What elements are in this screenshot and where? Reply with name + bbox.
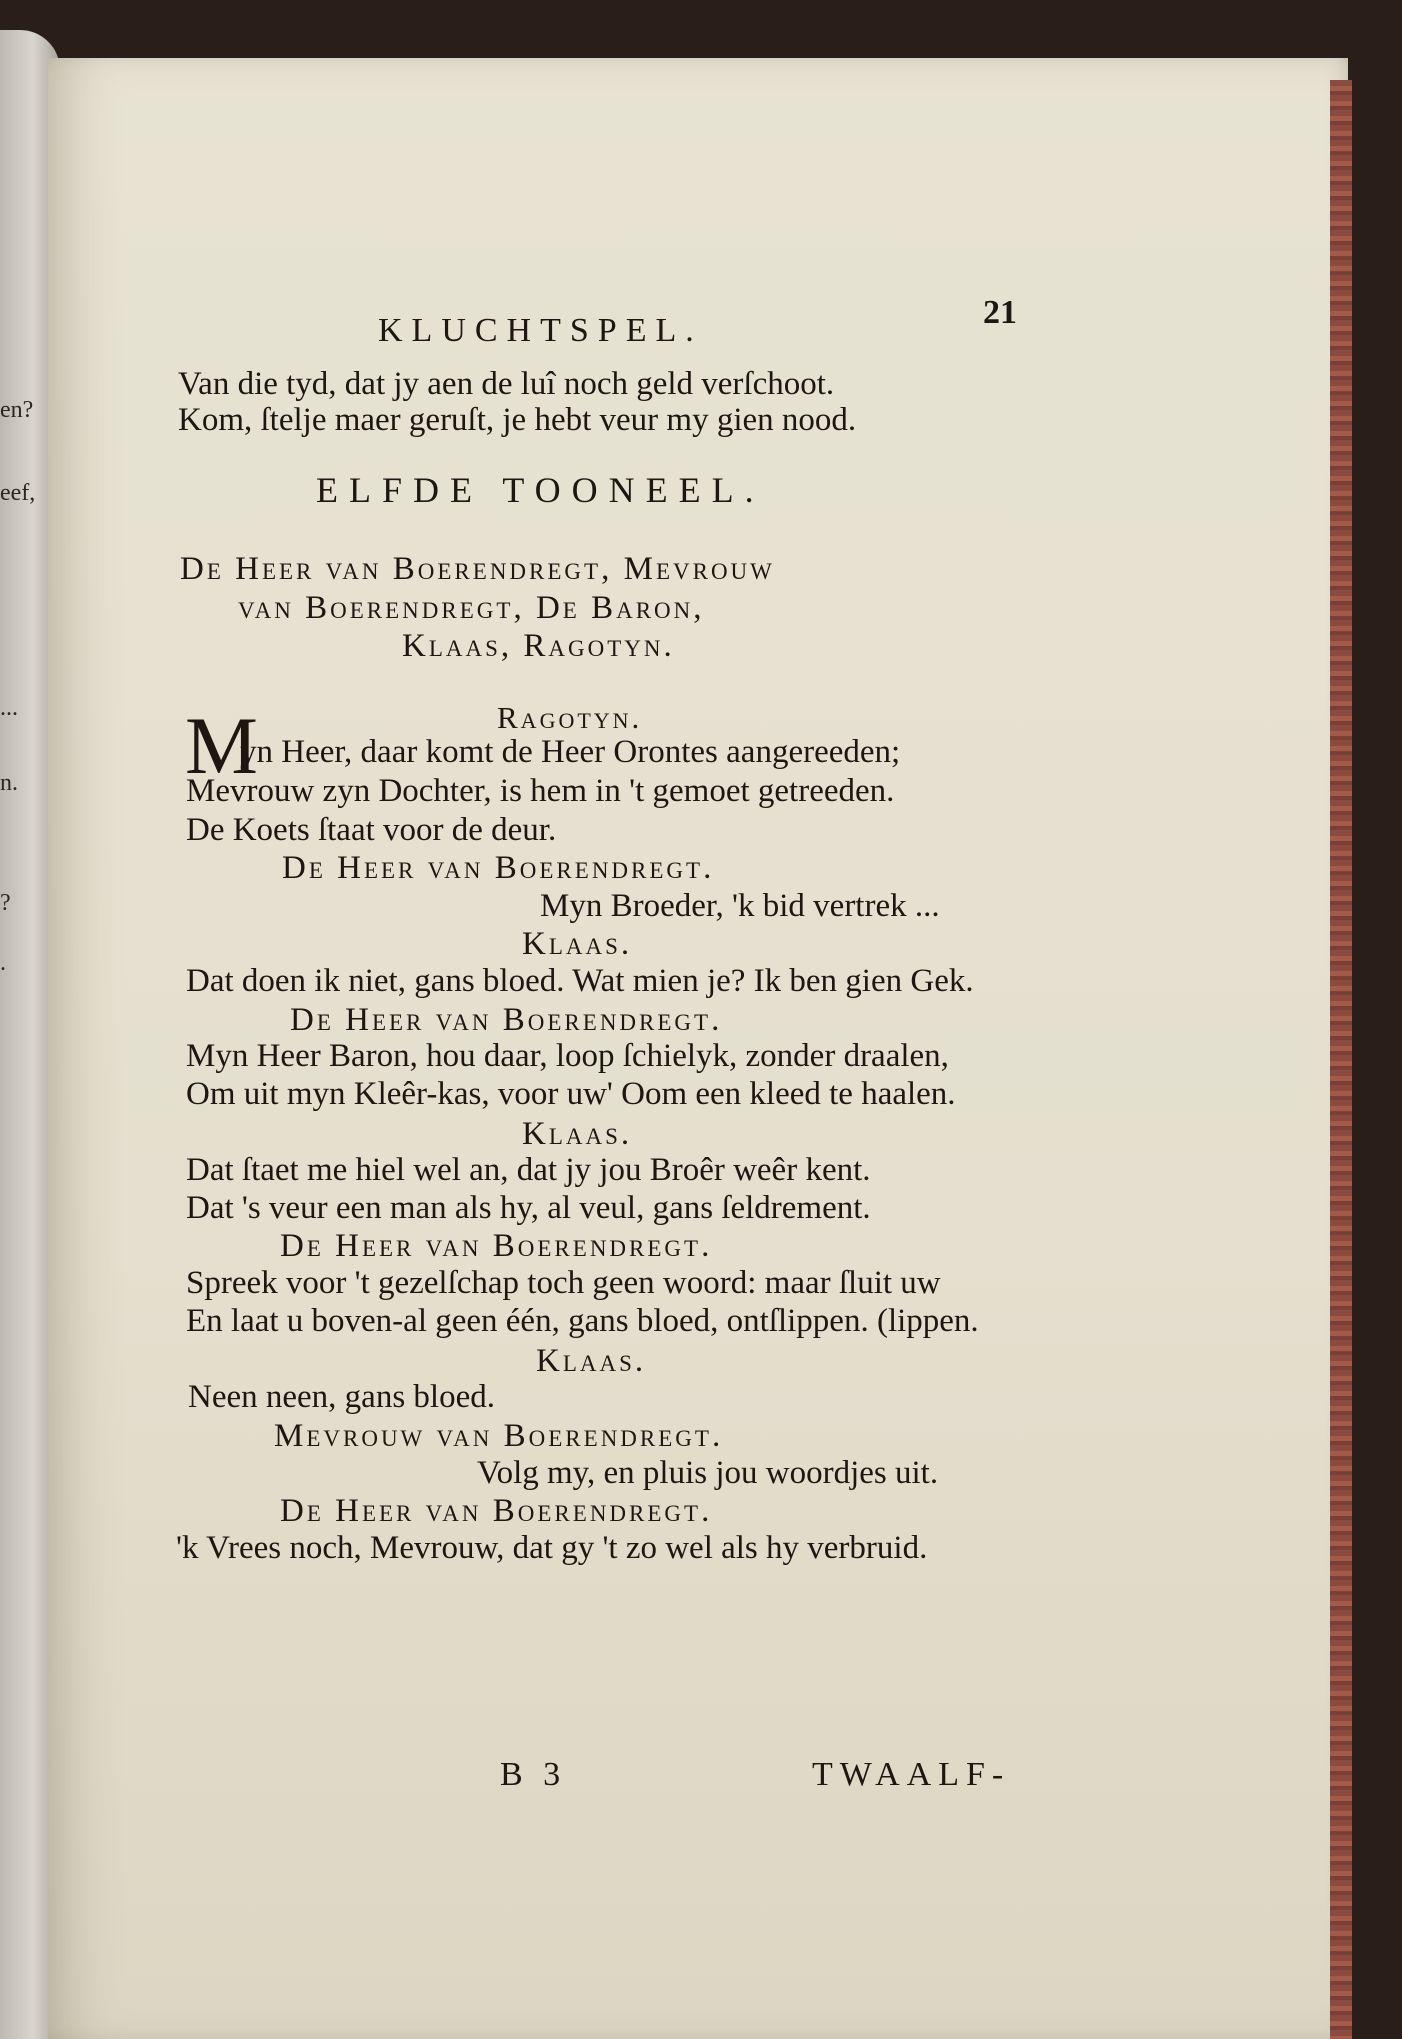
verse-line: Kom, ſtelje maer geruſt, je hebt veur my gien nood. (178, 402, 857, 438)
speaker-name: De Heer van Boerendregt. (282, 850, 715, 886)
speaker-name: Mevrouw van Boerendregt. (274, 1418, 724, 1454)
verse-line: 'k Vrees noch, Mevrouw, dat gy 't zo wel als hy verbruid. (176, 1530, 928, 1566)
speaker-name: De Heer van Boerendregt. (290, 1002, 723, 1038)
page-number: 21 (983, 294, 1017, 331)
verse-line: Volg my, en pluis jou woordjes uit. (477, 1455, 939, 1491)
book-cover-edge (1330, 80, 1352, 2039)
facing-page-fragment: ? (0, 890, 11, 916)
facing-page-fragment: eef, (0, 480, 36, 506)
speaker-name: Klaas. (536, 1343, 647, 1379)
drop-cap-initial: M (185, 700, 258, 791)
facing-page-fragment: n. (0, 770, 18, 796)
verse-line: yn Heer, daar komt de Heer Orontes aangereeden; (240, 734, 901, 770)
cast-line: Klaas, Ragotyn. (402, 628, 675, 664)
facing-page-fragment: . (0, 950, 6, 976)
verse-line: Mevrouw zyn Dochter, is hem in 't gemoet getreeden. (186, 773, 895, 809)
signature-mark: B 3 (500, 1756, 567, 1793)
facing-page-fragment: en? (0, 397, 34, 423)
verse-line: Spreek voor 't gezelſchap toch geen woord: maar ſluit uw (186, 1265, 941, 1301)
scene-heading: ELFDE TOONEEL. (316, 470, 765, 510)
verse-line: Myn Broeder, 'k bid vertrek ... (540, 888, 940, 924)
verse-line: De Koets ſtaat voor de deur. (186, 812, 557, 848)
verse-line: Van die tyd, dat jy aen de luî noch geld verſchoot. (178, 366, 835, 402)
cast-line: De Heer van Boerendregt, Mevrouw (180, 551, 775, 587)
verse-line: Om uit myn Kleêr-kas, voor uw' Oom een kleed te haalen. (186, 1076, 956, 1112)
running-head-title: KLUCHTSPEL. (378, 312, 703, 349)
cast-line: van Boerendregt, De Baron, (238, 590, 705, 626)
speaker-name: De Heer van Boerendregt. (280, 1493, 713, 1529)
verse-line: Myn Heer Baron, hou daar, loop ſchielyk, zonder draalen, (186, 1038, 949, 1074)
catchword: TWAALF- (812, 1756, 1011, 1793)
verse-line: Dat ſtaet me hiel wel an, dat jy jou Broêr weêr kent. (186, 1152, 871, 1188)
verse-line: Dat 's veur een man als hy, al veul, gans ſeldrement. (186, 1190, 871, 1226)
facing-page-fragment: ... (0, 695, 18, 721)
verse-line: En laat u boven-al geen één, gans bloed, ontſlippen. (lippen. (186, 1303, 979, 1339)
verse-line: Dat doen ik niet, gans bloed. Wat mien je? Ik ben gien Gek. (186, 963, 974, 999)
speaker-name: De Heer van Boerendregt. (280, 1228, 713, 1264)
speaker-name: Klaas. (522, 1116, 633, 1152)
speaker-name: Klaas. (522, 926, 633, 962)
speaker-name: Ragotyn. (497, 700, 643, 735)
verse-line: Neen neen, gans bloed. (188, 1379, 495, 1415)
